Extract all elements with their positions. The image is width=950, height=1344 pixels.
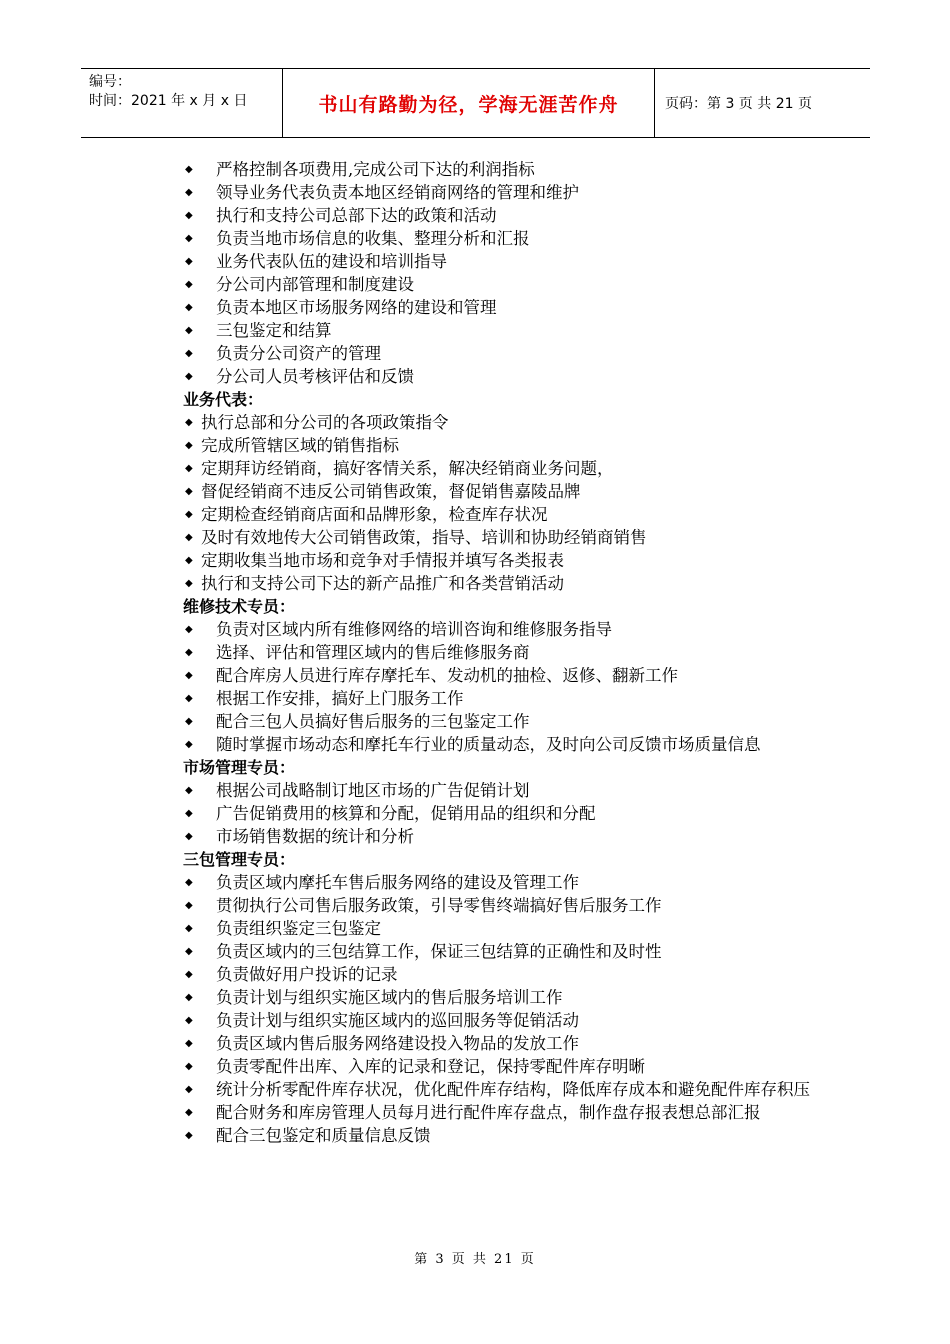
list-item [183,940,823,963]
list-item [183,1055,823,1078]
list-item-text: 分公司内部管理和制度建设 [216,275,414,294]
diamond-bullet-icon: ◆ [185,348,193,359]
list-item [183,457,823,480]
header-motto-cell [283,69,655,137]
list-item [183,503,823,526]
list-item [183,250,823,273]
list-item [183,572,823,595]
diamond-bullet-icon: ◆ [185,877,193,888]
list-item [183,710,823,733]
diamond-bullet-icon: ◆ [185,1107,193,1118]
diamond-bullet-icon: ◆ [185,647,193,658]
list-item [183,158,823,181]
diamond-bullet-icon: ◆ [185,578,193,589]
list-item-text: 市场销售数据的统计和分析 [216,827,414,846]
list-item-text: 定期拜访经销商，搞好客情关系，解决经销商业务问题， [201,459,614,478]
list-item-text: 配合财务和库房管理人员每月进行配件库存盘点，制作盘存报表想总部汇报 [216,1103,761,1122]
header-page-info: 页码：第 3 页 共 21 页 [665,96,812,112]
list-item [183,1124,823,1147]
list-item [183,733,823,756]
list-item-text: 负责做好用户投诉的记录 [216,965,398,984]
list-item-text: 及时有效地传大公司销售政策，指导、培训和协助经销商销售 [201,528,647,547]
section-heading: 三包管理专员： [183,850,296,869]
list-item [183,986,823,1009]
diamond-bullet-icon: ◆ [185,302,193,313]
list-item [183,434,823,457]
list-item-text: 执行总部和分公司的各项政策指令 [201,413,449,432]
page-footer: 第 3 页 共 21 页 [414,1252,536,1267]
diamond-bullet-icon: ◆ [185,233,193,244]
list-item-text: 负责零配件出库、入库的记录和登记，保持零配件库存明晰 [216,1057,645,1076]
list-item-text: 负责计划与组织实施区域内的售后服务培训工作 [216,988,563,1007]
list-item-text: 负责当地市场信息的收集、整理分析和汇报 [216,229,530,248]
list-item-text: 定期检查经销商店面和品牌形象，检查库存状况 [201,505,548,524]
list-item [183,802,823,825]
list-item [183,687,823,710]
list-item-text: 督促经销商不违反公司销售政策，督促销售嘉陵品牌 [201,482,581,501]
diamond-bullet-icon: ◆ [185,670,193,681]
diamond-bullet-icon: ◆ [185,555,193,566]
list-item-text: 根据工作安排，搞好上门服务工作 [216,689,464,708]
list-item-text: 三包鉴定和结算 [216,321,332,340]
page-header [81,68,870,138]
list-item-text: 随时掌握市场动态和摩托车行业的质量动态，及时向公司反馈市场质量信息 [216,735,761,754]
diamond-bullet-icon: ◆ [185,210,193,221]
list-item-text: 负责区域内摩托车售后服务网络的建设及管理工作 [216,873,579,892]
diamond-bullet-icon: ◆ [185,969,193,980]
list-item [183,181,823,204]
list-item [183,1101,823,1124]
diamond-bullet-icon: ◆ [185,187,193,198]
list-item-text: 负责组织鉴定三包鉴定 [216,919,381,938]
diamond-bullet-icon: ◆ [185,992,193,1003]
list-item [183,319,823,342]
diamond-bullet-icon: ◆ [185,486,193,497]
list-item [183,549,823,572]
list-item-text: 执行和支持公司下达的新产品推广和各类营销活动 [201,574,564,593]
list-item-text: 定期收集当地市场和竞争对手情报并填写各类报表 [201,551,564,570]
diamond-bullet-icon: ◆ [185,532,193,543]
list-item-text: 执行和支持公司总部下达的政策和活动 [216,206,497,225]
section-heading: 维修技术专员： [183,597,296,616]
list-item [183,411,823,434]
diamond-bullet-icon: ◆ [185,440,193,451]
diamond-bullet-icon: ◆ [185,946,193,957]
list-item [183,1032,823,1055]
diamond-bullet-icon: ◆ [185,785,193,796]
diamond-bullet-icon: ◆ [185,509,193,520]
list-item [183,1078,823,1101]
list-item-text: 广告促销费用的核算和分配，促销用品的组织和分配 [216,804,596,823]
list-item-text: 配合库房人员进行库存摩托车、发动机的抽检、返修、翻新工作 [216,666,678,685]
list-item-text: 选择、评估和管理区域内的售后维修服务商 [216,643,530,662]
document-date: 时间：2021 年 x 月 x 日 [89,93,248,109]
list-item [183,641,823,664]
diamond-bullet-icon: ◆ [185,739,193,750]
list-item [183,871,823,894]
diamond-bullet-icon: ◆ [185,1061,193,1072]
section-heading: 业务代表： [183,390,264,409]
diamond-bullet-icon: ◆ [185,463,193,474]
list-item-text: 统计分析零配件库存状况，优化配件库存结构，降低库存成本和避免配件库存积压 [216,1080,810,1099]
list-item-text: 负责区域内的三包结算工作，保证三包结算的正确性和及时性 [216,942,662,961]
diamond-bullet-icon: ◆ [185,371,193,382]
list-item [183,273,823,296]
list-item-text: 完成所管辖区域的销售指标 [201,436,399,455]
list-item-text: 负责本地区市场服务网络的建设和管理 [216,298,497,317]
diamond-bullet-icon: ◆ [185,256,193,267]
list-item [183,342,823,365]
list-item-text: 贯彻执行公司售后服务政策，引导零售终端搞好售后服务工作 [216,896,662,915]
list-item [183,1009,823,1032]
section-heading: 市场管理专员： [183,758,296,777]
document-body [183,158,823,1147]
list-item [183,779,823,802]
diamond-bullet-icon: ◆ [185,808,193,819]
list-item [183,526,823,549]
diamond-bullet-icon: ◆ [185,325,193,336]
list-item [183,825,823,848]
list-item [183,296,823,319]
list-item-text: 业务代表队伍的建设和培训指导 [216,252,447,271]
list-item-text: 严格控制各项费用,完成公司下达的利润指标 [216,160,535,179]
header-meta [81,69,283,137]
list-item [183,917,823,940]
list-item-text: 负责对区域内所有维修网络的培训咨询和维修服务指导 [216,620,612,639]
diamond-bullet-icon: ◆ [185,164,193,175]
diamond-bullet-icon: ◆ [185,1038,193,1049]
diamond-bullet-icon: ◆ [185,923,193,934]
list-item [183,227,823,250]
list-item-text: 分公司人员考核评估和反馈 [216,367,414,386]
list-item [183,894,823,917]
diamond-bullet-icon: ◆ [185,693,193,704]
list-item-text: 配合三包人员搞好售后服务的三包鉴定工作 [216,712,530,731]
diamond-bullet-icon: ◆ [185,279,193,290]
list-item [183,963,823,986]
list-item-text: 根据公司战略制订地区市场的广告促销计划 [216,781,530,800]
list-item-text: 领导业务代表负责本地区经销商网络的管理和维护 [216,183,579,202]
list-item-text: 负责分公司资产的管理 [216,344,381,363]
diamond-bullet-icon: ◆ [185,1130,193,1141]
list-item-text: 负责区域内售后服务网络建设投入物品的发放工作 [216,1034,579,1053]
list-item [183,618,823,641]
list-item [183,204,823,227]
diamond-bullet-icon: ◆ [185,716,193,727]
header-motto: 书山有路勤为径，学海无涯苦作舟 [318,93,619,116]
diamond-bullet-icon: ◆ [185,417,193,428]
list-item-text: 负责计划与组织实施区域内的巡回服务等促销活动 [216,1011,579,1030]
list-item [183,664,823,687]
list-item [183,480,823,503]
list-item-text: 配合三包鉴定和质量信息反馈 [216,1126,431,1145]
document-number-label: 编号： [89,74,131,90]
list-item [183,365,823,388]
diamond-bullet-icon: ◆ [185,1084,193,1095]
diamond-bullet-icon: ◆ [185,831,193,842]
diamond-bullet-icon: ◆ [185,1015,193,1026]
diamond-bullet-icon: ◆ [185,900,193,911]
diamond-bullet-icon: ◆ [185,624,193,635]
